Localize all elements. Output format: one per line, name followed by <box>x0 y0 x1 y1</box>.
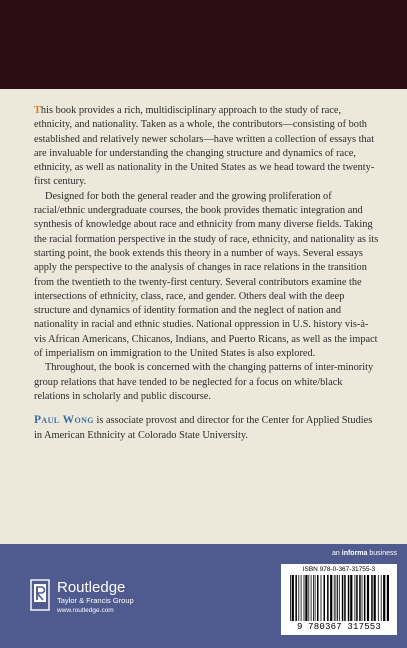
drop-cap: T <box>34 105 41 116</box>
blurb-paragraph-3: Throughout, the book is concerned with the changing patterns of inter-minority group relations that have tended to be neglected for a focus on white/black relations in scholarly and public discourse. <box>34 362 374 402</box>
author-name: Paul Wong <box>34 414 94 427</box>
isbn-label: ISBN 978-0-367-31755-3 <box>302 566 376 573</box>
blurb-paragraph-2: Designed for both the general reader and the growing proliferation of racial/ethnic undergraduate courses, the book provides thematic integration and synthesis of knowledge about race and ethnicity from many diverse fields. Taking the racial formation perspective in the study of race, ethnicity, and nationality as its starting point, the book extends this theory in a number of ways. Several essays apply the perspective to the analysis of changes in race relations in the transition from the twentieth to the twenty-first century. Several contributors examine the intersections of ethnicity, class, race, and gender. Others deal with the deep structure and dynamics of identity formation and the neglect of nation and nationality in racial and ethnic studies. National oppression in U.S. history vis-à-vis African Americans, Chicanos, Indians, and Puerto Ricans, as well as the impact of imperialism on immigration to the United States is also explored. <box>34 190 379 360</box>
back-cover-text <box>34 104 380 443</box>
barcode-digits: 9 780367 317553 <box>296 622 381 632</box>
blurb-paragraph-1: This book provides a rich, multidisciplinary approach to the study of race, ethnicity, and nationality. Taken as a whole, the contributors—consisting of both established and relatively newer scholars—have written a collection of essays that are invaluable for understanding the changing structure and dynamics of race, ethnicity, as well as nationality in the United States as we head toward the twenty-first century. <box>34 105 375 188</box>
routledge-logo-icon <box>30 579 50 611</box>
isbn-barcode <box>281 564 397 635</box>
top-color-band <box>0 0 407 89</box>
informa-tagline: an informa business <box>332 550 397 557</box>
publisher-url: www.routledge.com <box>57 607 114 614</box>
author-bio: Paul Wong is associate provost and director for the Center for Applied Studies in American Ethnicity at Colorado State University. <box>34 414 373 441</box>
publisher-logo <box>57 579 134 615</box>
publisher-name: Routledge <box>57 579 126 596</box>
publisher-group: Taylor & Francis Group <box>57 596 134 605</box>
